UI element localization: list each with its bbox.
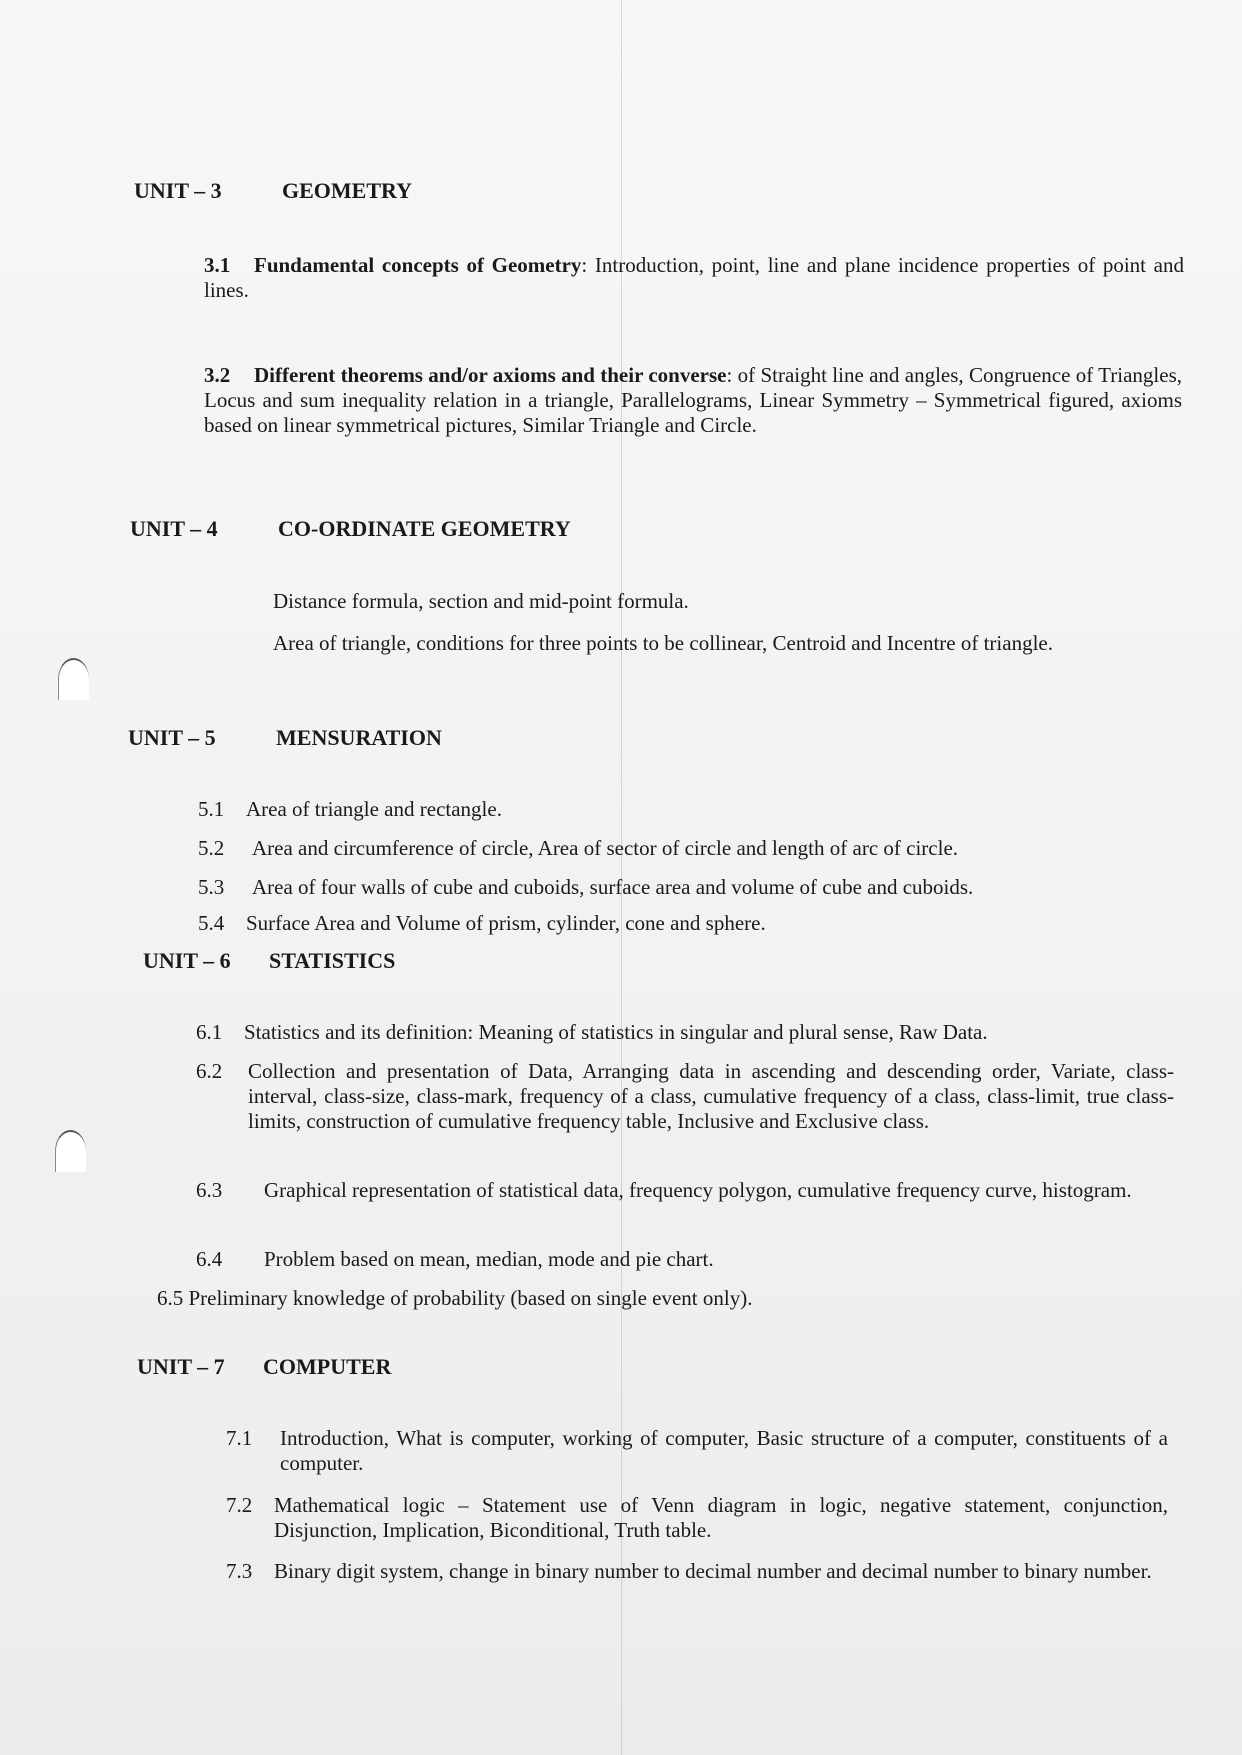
item-number: 5.4	[198, 911, 225, 935]
punch-hole-top	[58, 658, 89, 700]
item-text: Collection and presentation of Data, Arranging data in ascending and descending order, Variate, class-interval, class-size, class-mark, frequency of a class, cumulative frequency of a class, class-limit, true class-limits, construction of cumulative frequency table, Inclusive and Exclusive class.	[248, 1059, 1174, 1133]
item-number: 5.3	[198, 875, 225, 899]
item-5-2	[198, 836, 1188, 861]
unit-title: CO-ORDINATE GEOMETRY	[278, 516, 571, 541]
item-text: Preliminary knowledge of probability (based on single event only).	[188, 1286, 753, 1310]
unit-code: UNIT – 5	[128, 725, 216, 750]
item-number: 7.3	[226, 1559, 253, 1583]
unit-4-line-1: Distance formula, section and mid-point formula.	[273, 589, 689, 613]
item-heading: Different theorems and/or axioms and their converse	[254, 363, 727, 387]
unit-3-heading	[134, 178, 412, 204]
item-6-5	[157, 1286, 1157, 1311]
unit-code: UNIT – 4	[130, 516, 218, 541]
item-text: : Introduction, point, line and plane incidence properties of point and lines.	[204, 253, 1184, 302]
item-3-2	[204, 363, 1182, 438]
item-number: 3.1	[204, 253, 231, 277]
item-text: Area of triangle and rectangle.	[246, 797, 502, 821]
unit-7-heading	[137, 1354, 391, 1380]
item-number: 6.5	[157, 1286, 184, 1310]
item-6-3	[196, 1178, 1174, 1203]
unit-code: UNIT – 6	[143, 948, 231, 973]
unit-title: GEOMETRY	[282, 178, 413, 203]
item-7-2	[226, 1493, 1168, 1543]
unit-4-line-2: Area of triangle, conditions for three points to be collinear, Centroid and Incentre of triangle.	[273, 631, 1053, 655]
item-text: Graphical representation of statistical data, frequency polygon, cumulative frequency curve, histogram.	[264, 1178, 1132, 1202]
item-heading: Fundamental concepts of Geometry	[254, 253, 582, 277]
punch-hole-bottom	[55, 1130, 86, 1172]
item-number: 5.2	[198, 836, 225, 860]
unit-code: UNIT – 3	[134, 178, 222, 203]
unit-title: STATISTICS	[269, 948, 396, 973]
item-text: Statistics and its definition: Meaning of statistics in singular and plural sense, Raw Data.	[244, 1020, 988, 1044]
item-number: 6.3	[196, 1178, 223, 1202]
item-text: Binary digit system, change in binary number to decimal number and decimal number to binary number.	[274, 1559, 1152, 1583]
unit-title: COMPUTER	[263, 1354, 392, 1379]
item-text: Introduction, What is computer, working of computer, Basic structure of a computer, constituents of a computer.	[280, 1426, 1168, 1475]
item-text: Area of four walls of cube and cuboids, surface area and volume of cube and cuboids.	[252, 875, 974, 899]
unit-4-heading	[130, 516, 571, 542]
item-5-3	[198, 875, 1188, 900]
item-text: Surface Area and Volume of prism, cylinder, cone and sphere.	[246, 911, 766, 935]
item-3-1	[204, 253, 1184, 303]
item-7-3	[226, 1559, 1168, 1584]
item-text: : of Straight line and angles, Congruence of Triangles, Locus and sum inequality relation in a triangle, Parallelograms, Linear Symmetry – Symmetrical figured, axioms based on linear symmetrical pictures, Similar Triangle and Circle.	[204, 363, 1182, 437]
item-5-1	[198, 797, 1188, 822]
unit-title: MENSURATION	[276, 725, 442, 750]
item-text: Area and circumference of circle, Area of sector of circle and length of arc of circle.	[252, 836, 959, 860]
item-7-1	[226, 1426, 1168, 1476]
unit-6-heading	[143, 948, 395, 974]
item-number: 3.2	[204, 363, 231, 387]
unit-code: UNIT – 7	[137, 1354, 225, 1379]
item-5-4	[198, 911, 1188, 936]
item-number: 5.1	[198, 797, 225, 821]
item-number: 7.2	[226, 1493, 253, 1517]
item-6-1	[196, 1020, 1186, 1045]
item-number: 6.2	[196, 1059, 223, 1083]
unit-5-heading	[128, 725, 442, 751]
item-6-4	[196, 1247, 1186, 1272]
item-number: 6.1	[196, 1020, 223, 1044]
item-6-2	[196, 1059, 1174, 1134]
item-text: Mathematical logic – Statement use of Venn diagram in logic, negative statement, conjunction, Disjunction, Implication, Biconditional, Truth table.	[274, 1493, 1168, 1542]
item-text: Problem based on mean, median, mode and pie chart.	[264, 1247, 714, 1271]
item-number: 7.1	[226, 1426, 253, 1450]
item-number: 6.4	[196, 1247, 223, 1271]
